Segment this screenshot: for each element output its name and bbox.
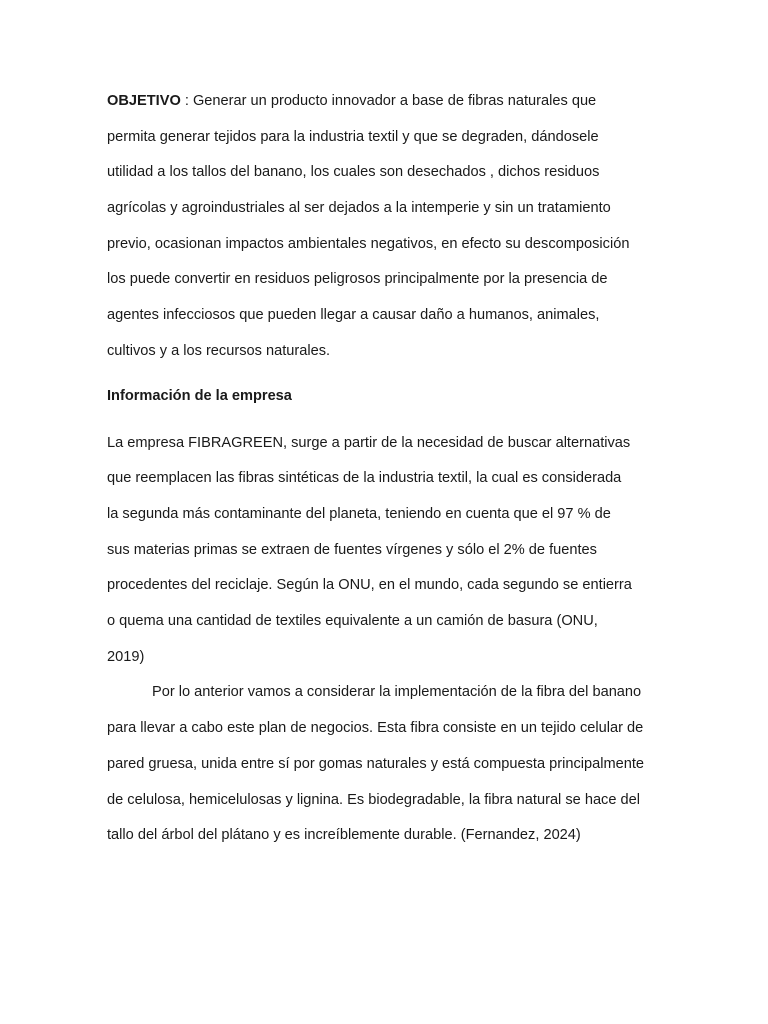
objective-line-2: permita generar tejidos para la industria textil y que se degraden, dándosele xyxy=(107,129,599,145)
company-p2-line-2: para llevar a cabo este plan de negocios. Esta fibra consiste en un tejido celular de xyxy=(107,720,644,736)
objective-line-6: los puede convertir en residuos peligrosos principalmente por la presencia de xyxy=(107,271,608,287)
company-p1-line-1: La empresa FIBRAGREEN, surge a partir de la necesidad de buscar alternativas xyxy=(107,435,631,451)
objective-line-4: agrícolas y agroindustriales al ser dejados a la intemperie y sin un tratamiento xyxy=(107,200,611,216)
objective-line-7: agentes infecciosos que pueden llegar a causar daño a humanos, animales, xyxy=(107,307,600,323)
company-p1-line-3: la segunda más contaminante del planeta, teniendo en cuenta que el 97 % de xyxy=(107,506,611,522)
company-p2-line-3: pared gruesa, unida entre sí por gomas naturales y está compuesta principalmente xyxy=(107,756,645,772)
objective-line-3: utilidad a los tallos del banano, los cuales son desechados , dichos residuos xyxy=(107,164,600,180)
company-p1-line-2: que reemplacen las fibras sintéticas de la industria textil, la cual es considerada xyxy=(107,470,622,486)
company-p2-line-4: de celulosa, hemicelulosas y lignina. Es biodegradable, la fibra natural se hace del xyxy=(107,792,640,808)
company-p1-line-7: 2019) xyxy=(107,649,145,665)
company-p1-line-6: o quema una cantidad de textiles equivalente a un camión de basura (ONU, xyxy=(107,613,598,629)
objective-text: : Generar un producto innovador a base de fibras naturales que xyxy=(180,93,597,109)
section-heading: Información de la empresa xyxy=(107,388,292,404)
objective-line-5: previo, ocasionan impactos ambientales negativos, en efecto su descomposición xyxy=(107,236,630,252)
company-p1-line-4: sus materias primas se extraen de fuentes vírgenes y sólo el 2% de fuentes xyxy=(107,542,597,558)
objective-line-1 xyxy=(107,91,596,111)
objective-line-8: cultivos y a los recursos naturales. xyxy=(107,343,331,359)
objective-label: OBJETIVO xyxy=(107,93,181,109)
company-p1-line-5: procedentes del reciclaje. Según la ONU, en el mundo, cada segundo se entierra xyxy=(107,577,632,593)
company-p2-line-1: Por lo anterior vamos a considerar la implementación de la fibra del banano xyxy=(152,684,642,700)
company-p2-line-5: tallo del árbol del plátano y es increíblemente durable. (Fernandez, 2024) xyxy=(107,827,581,843)
